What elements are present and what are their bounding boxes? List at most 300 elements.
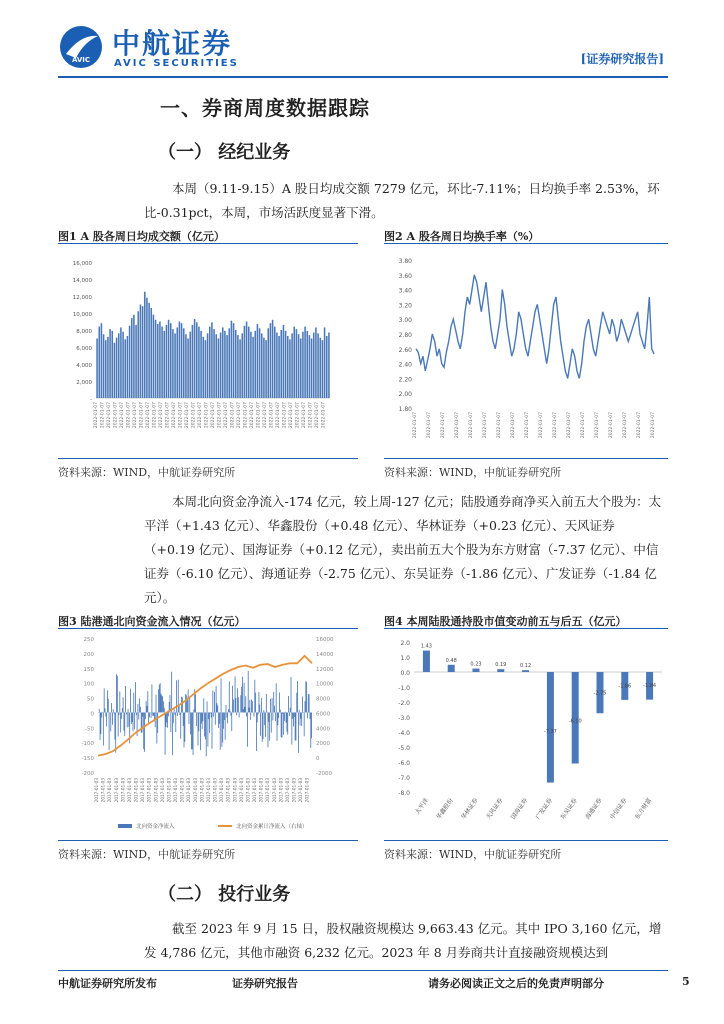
y-tick-label: 12,000: [72, 295, 92, 301]
bar-net-inflow: [161, 694, 162, 713]
bar: [137, 311, 139, 398]
x-tick-label: 2022-01-07: [191, 402, 197, 429]
x-tick-label: 2022-01-07: [159, 402, 165, 429]
bar-net-inflow: [307, 712, 308, 718]
bar-net-inflow: [248, 671, 249, 713]
bar: [311, 339, 313, 399]
bar: [261, 333, 263, 398]
bar-net-inflow: [165, 712, 166, 727]
x-tick-label: 2022-01-07: [609, 412, 614, 439]
bar-net-inflow: [133, 693, 134, 713]
bar-net-inflow: [219, 712, 220, 723]
bar-net-inflow: [136, 712, 137, 715]
x-tick-label: 太平洋: [413, 797, 431, 816]
bar: [118, 333, 120, 398]
bar: [150, 308, 152, 398]
x-tick-label: 2022-01-07: [497, 412, 502, 439]
bar-net-inflow: [280, 710, 281, 713]
bar-net-inflow: [148, 712, 149, 723]
bar-net-inflow: [187, 700, 188, 712]
fig3-chart: [58, 632, 358, 838]
bar-net-inflow: [226, 705, 227, 712]
bar-net-inflow: [184, 712, 185, 741]
bar-net-inflow: [185, 694, 186, 712]
bar-net-inflow: [250, 712, 251, 719]
value-label: -6.10: [568, 718, 582, 725]
y-tick-label: -6.0: [398, 760, 410, 767]
bar: [313, 333, 315, 398]
bar-net-inflow: [241, 687, 242, 713]
bar: [148, 303, 150, 398]
y-tick-label: -5.0: [398, 745, 410, 752]
bar-net-inflow: [186, 695, 187, 712]
x-tick-label: 2017-01-03: [146, 778, 152, 803]
bar-net-inflow: [147, 691, 148, 712]
bar-net-inflow: [284, 712, 285, 720]
bar-net-inflow: [110, 712, 111, 731]
bar-net-inflow: [163, 701, 164, 712]
bar-net-inflow: [261, 698, 262, 712]
bar-net-inflow: [171, 672, 172, 713]
bar-net-inflow: [198, 712, 199, 731]
bar-net-inflow: [221, 679, 222, 713]
bar: [215, 334, 217, 398]
bar-net-inflow: [217, 706, 218, 713]
x-tick-label: 2022-01-07: [185, 402, 191, 429]
x-tick-label: 2017-01-03: [271, 778, 277, 803]
x-tick-label: 2017-01-03: [186, 778, 192, 803]
x-tick-label: 2017-01-03: [252, 778, 258, 803]
bar-net-inflow: [164, 708, 165, 713]
y-tick-label: 2.40: [398, 361, 412, 369]
x-tick-label: 2022-01-07: [263, 402, 269, 429]
bar-net-inflow: [175, 712, 176, 732]
bar-net-inflow: [221, 712, 222, 746]
bar-net-inflow: [161, 695, 162, 712]
logo-en: AVIC SECURITIES: [114, 58, 239, 69]
bar-net-inflow: [138, 712, 139, 719]
bar-net-inflow: [305, 681, 306, 712]
x-tick-label: 2017-01-03: [107, 778, 113, 803]
bar: [280, 330, 282, 398]
x-tick-label: 2022-01-07: [146, 402, 152, 429]
x-tick-label: 2017-01-03: [265, 778, 271, 803]
bar: [140, 305, 142, 399]
bar-net-inflow: [285, 712, 286, 713]
x-tick-label: 2022-01-07: [553, 412, 558, 439]
bar: [293, 327, 295, 398]
bar: [270, 323, 272, 398]
bar-net-inflow: [289, 712, 290, 716]
bar-net-inflow: [121, 712, 122, 718]
value-label: 0.23: [470, 661, 482, 668]
bar-net-inflow: [145, 712, 146, 719]
bar-net-inflow: [302, 697, 303, 713]
bar-net-inflow: [290, 708, 291, 713]
bar: [547, 672, 554, 783]
bar: [224, 331, 226, 398]
y-tick-right: 8000: [316, 696, 330, 703]
y-tick-label: 8,000: [76, 329, 92, 335]
y-tick-right: -2000: [316, 771, 332, 777]
bar-net-inflow: [203, 698, 204, 712]
paragraph-northbound: 本周北向资金净流入-174 亿元，较上周-127 亿元；陆股通券商净买入前五大个股为：太平洋（+1.43 亿元）、华鑫股份（+0.48 亿元）、华林证券（+0.23 亿元）、天风证券（+0.19 亿元）、国海证券（+0.12 亿元），卖出前五大个股为东方财富（-7.37 亿元）、中信证券（-6.10 亿元）、海通证券（-2.75 亿元）、东吴证券（-1.86 亿元）、广发证券（-1.84 亿元）。: [144, 494, 662, 605]
series-line: [416, 275, 654, 379]
y-tick-left: -200: [81, 771, 94, 777]
bar-net-inflow: [287, 712, 288, 734]
bar-net-inflow: [229, 681, 230, 712]
bar: [205, 340, 207, 398]
bar: [522, 670, 529, 672]
x-tick-label: 2017-01-03: [212, 778, 218, 803]
y-tick-label: -3.0: [398, 715, 410, 722]
bar-net-inflow: [175, 712, 176, 715]
value-label: 0.19: [495, 662, 507, 669]
bar-net-inflow: [152, 684, 153, 712]
x-tick-label: 2022-01-07: [243, 402, 249, 429]
bar-net-inflow: [134, 712, 135, 729]
bar: [298, 334, 300, 398]
bar-net-inflow: [208, 712, 209, 719]
bar-net-inflow: [275, 712, 276, 720]
bar: [124, 339, 126, 398]
x-tick-label: 2022-01-07: [308, 402, 314, 429]
bar: [179, 322, 181, 399]
y-tick-right: 6000: [316, 711, 330, 718]
x-tick-label: 2017-01-03: [100, 778, 106, 803]
bar-net-inflow: [269, 712, 270, 740]
bar: [322, 340, 324, 398]
bar-net-inflow: [292, 712, 293, 718]
bar-net-inflow: [255, 693, 256, 713]
bar-net-inflow: [111, 703, 112, 712]
bar-net-inflow: [167, 712, 168, 727]
bar: [129, 326, 131, 398]
bar-net-inflow: [198, 712, 199, 745]
bar-net-inflow: [311, 712, 312, 738]
bar: [135, 325, 137, 398]
x-tick-label: 2022-01-07: [637, 412, 642, 439]
bar-net-inflow: [209, 712, 210, 732]
bar-net-inflow: [243, 709, 244, 712]
bar-net-inflow: [264, 712, 265, 725]
x-tick-label: 2022-01-07: [250, 402, 256, 429]
subsection-ib-title: （二） 投行业务: [158, 884, 291, 905]
bar-net-inflow: [297, 681, 298, 712]
avic-logo-icon: [58, 24, 104, 70]
bar: [263, 338, 265, 398]
bar-net-inflow: [135, 682, 136, 712]
fig4-chart: [384, 632, 668, 838]
bar-net-inflow: [116, 674, 117, 712]
y-tick-label: 16,000: [72, 261, 92, 267]
footer-mid: 证券研究报告: [232, 977, 298, 990]
bar: [114, 343, 116, 398]
bar-net-inflow: [272, 712, 273, 720]
bar-net-inflow: [122, 708, 123, 712]
bar-net-inflow: [300, 712, 301, 725]
bar: [109, 329, 111, 398]
x-tick-label: 华鑫股份: [435, 797, 455, 821]
bar-net-inflow: [199, 712, 200, 713]
bar-net-inflow: [205, 712, 206, 739]
bar: [246, 322, 248, 399]
bar-net-inflow: [214, 692, 215, 713]
bar-net-inflow: [138, 704, 139, 713]
x-tick-label: 2022-01-07: [276, 402, 282, 429]
bar-net-inflow: [100, 712, 101, 740]
bar-net-inflow: [204, 712, 205, 736]
bar-net-inflow: [100, 712, 101, 733]
bar-net-inflow: [263, 710, 264, 712]
bar-net-inflow: [224, 712, 225, 720]
x-tick-label: 中信证券: [608, 797, 629, 821]
x-tick-label: 2022-01-07: [483, 412, 488, 439]
x-tick-label: 2017-01-03: [245, 778, 251, 803]
bar: [209, 327, 211, 398]
bar-net-inflow: [172, 712, 173, 755]
y-tick-right: 10000: [316, 681, 334, 688]
bar-net-inflow: [244, 683, 245, 713]
x-tick-label: 2022-01-07: [302, 402, 308, 429]
bar-net-inflow: [143, 712, 144, 749]
bar: [448, 665, 455, 672]
x-tick-label: 2022-01-07: [224, 402, 230, 429]
bar-net-inflow: [107, 690, 108, 712]
bar-net-inflow: [310, 712, 311, 719]
fig2-title: 图2 A 股各周日均换手率（%）: [384, 230, 540, 243]
bar-net-inflow: [277, 712, 278, 725]
bar: [222, 327, 224, 398]
bar-net-inflow: [192, 712, 193, 749]
bar-net-inflow: [273, 692, 274, 712]
bar-net-inflow: [254, 712, 255, 716]
bar-net-inflow: [310, 712, 311, 748]
bar-net-inflow: [173, 712, 174, 723]
bar-net-inflow: [304, 712, 305, 736]
x-tick-label: 东方财富: [633, 797, 654, 821]
bar-net-inflow: [157, 712, 158, 732]
bar-net-inflow: [126, 712, 127, 714]
bar: [289, 339, 291, 398]
fig1-title: 图1 A 股各周日均成交额（亿元）: [58, 230, 225, 243]
bar: [103, 334, 105, 398]
bar: [200, 331, 202, 398]
bar-net-inflow: [282, 712, 283, 737]
bar-net-inflow: [193, 709, 194, 712]
bar-net-inflow: [239, 712, 240, 717]
x-tick-label: 2022-01-07: [469, 412, 474, 439]
bar-net-inflow: [225, 712, 226, 739]
bar-net-inflow: [203, 712, 204, 721]
x-tick-label: 2017-01-03: [291, 778, 297, 803]
bar: [309, 335, 311, 398]
bar: [155, 320, 157, 398]
bar-net-inflow: [144, 712, 145, 751]
bar: [172, 329, 174, 398]
bar-net-inflow: [281, 712, 282, 737]
x-tick-label: 2017-01-03: [284, 778, 290, 803]
bar-net-inflow: [235, 676, 236, 712]
bar: [101, 323, 103, 398]
bar-net-inflow: [106, 712, 107, 726]
y-tick-label: 6,000: [76, 346, 92, 352]
bar-net-inflow: [277, 712, 278, 740]
x-tick-label: 2022-01-07: [211, 402, 217, 429]
bar-net-inflow: [299, 710, 300, 713]
logo: [58, 22, 258, 72]
bar: [198, 327, 200, 398]
bar-net-inflow: [191, 712, 192, 749]
bar-net-inflow: [99, 709, 100, 712]
y-tick-left: -100: [81, 741, 94, 748]
bar: [146, 298, 148, 398]
legend-label-cumulative: 北向资金累计净流入（右轴）: [236, 824, 308, 830]
y-tick-label: 10,000: [72, 312, 92, 318]
x-tick-label: 2017-01-03: [159, 778, 165, 803]
bar: [324, 327, 326, 398]
bar-net-inflow: [267, 712, 268, 713]
bar-net-inflow: [242, 677, 243, 713]
bar: [250, 332, 252, 398]
x-tick-label: 2022-01-07: [133, 402, 139, 429]
bar-net-inflow: [200, 712, 201, 750]
bar-net-inflow: [213, 712, 214, 716]
bar-net-inflow: [142, 712, 143, 716]
x-tick-label: 2022-01-07: [525, 412, 530, 439]
bar-net-inflow: [231, 712, 232, 731]
bar-net-inflow: [226, 712, 227, 717]
y-tick-label: 3.80: [398, 258, 412, 265]
bar: [423, 651, 430, 672]
bar-net-inflow: [162, 696, 163, 712]
x-tick-label: 2022-01-07: [269, 402, 275, 429]
bar: [196, 322, 198, 398]
bar: [166, 325, 168, 398]
bar-net-inflow: [210, 712, 211, 713]
y-tick-label: 3.60: [398, 272, 412, 280]
y-tick-label: 2.80: [398, 332, 412, 339]
bar-net-inflow: [120, 712, 121, 732]
x-tick-label: 2017-01-03: [225, 778, 231, 803]
x-tick-label: 2022-01-07: [581, 412, 586, 439]
bar: [96, 339, 98, 399]
x-tick-label: 2022-01-07: [165, 402, 171, 429]
fig1-rule: [58, 243, 358, 244]
x-tick-label: 2022-01-07: [94, 402, 100, 429]
bar-net-inflow: [151, 712, 152, 717]
bar-net-inflow: [207, 712, 208, 746]
bar-net-inflow: [228, 709, 229, 712]
x-tick-label: 2022-01-07: [230, 402, 236, 429]
fig3-title: 图3 陆港通北向资金流入情况（亿元）: [58, 615, 246, 628]
x-tick-label: 2017-01-03: [238, 778, 244, 803]
y-tick-label: 2.60: [398, 346, 412, 354]
bar-net-inflow: [170, 712, 171, 732]
bar-net-inflow: [217, 703, 218, 712]
bar-net-inflow: [258, 712, 259, 714]
bar-net-inflow: [247, 712, 248, 746]
x-tick-label: 天风证券: [484, 797, 505, 821]
bar: [283, 325, 285, 398]
bar: [265, 340, 267, 398]
bar-net-inflow: [103, 712, 104, 745]
y-tick-label: 3.40: [398, 287, 412, 295]
y-tick-right: 2000: [316, 741, 330, 748]
x-tick-label: 2017-01-03: [278, 778, 284, 803]
y-tick-right: 4000: [316, 726, 330, 733]
bar-net-inflow: [291, 712, 292, 744]
bar-net-inflow: [291, 677, 292, 712]
bar-net-inflow: [179, 712, 180, 715]
legend-label-net: 北向资金净流入: [136, 824, 175, 830]
bar-net-inflow: [271, 712, 272, 732]
bar-net-inflow: [300, 712, 301, 718]
x-tick-label: 2017-01-03: [205, 778, 211, 803]
bar-net-inflow: [215, 712, 216, 724]
x-tick-label: 2017-01-03: [304, 778, 310, 803]
bar-net-inflow: [119, 712, 120, 715]
bar: [170, 323, 172, 398]
x-tick-label: 2022-01-07: [152, 402, 158, 429]
bar-net-inflow: [259, 692, 260, 712]
fig3-source: 资料来源：WIND，中航证券研究所: [58, 848, 236, 861]
bar: [278, 336, 280, 398]
bar-net-inflow: [236, 712, 237, 715]
x-tick-label: 2017-01-03: [133, 778, 139, 803]
bar-net-inflow: [146, 701, 147, 712]
bar-net-inflow: [147, 706, 148, 713]
bar: [202, 337, 204, 398]
bar-net-inflow: [240, 695, 241, 712]
x-tick-label: 2022-01-07: [315, 402, 321, 429]
x-tick-label: 2017-01-03: [113, 778, 119, 803]
y-tick-right: 16000: [316, 637, 334, 643]
bar-net-inflow: [152, 712, 153, 715]
fig2-source: 资料来源：WIND，中航证券研究所: [384, 466, 562, 479]
x-tick-label: 2017-01-03: [199, 778, 205, 803]
bar-net-inflow: [268, 712, 269, 721]
subsection-brokerage-title: （一） 经纪业务: [158, 142, 291, 163]
bar-net-inflow: [115, 712, 116, 752]
bar-net-inflow: [265, 712, 266, 736]
bar: [267, 328, 269, 398]
bar-net-inflow: [294, 712, 295, 716]
bar: [259, 328, 261, 398]
bar-net-inflow: [222, 712, 223, 742]
bar-net-inflow: [274, 706, 275, 713]
bar-net-inflow: [158, 689, 159, 712]
bar-net-inflow: [196, 712, 197, 726]
bar-net-inflow: [117, 676, 118, 713]
bar: [189, 332, 191, 398]
bar-net-inflow: [105, 708, 106, 712]
bar-net-inflow: [266, 694, 267, 712]
bar: [185, 334, 187, 398]
bar-net-inflow: [298, 712, 299, 752]
bar-net-inflow: [237, 688, 238, 712]
bar: [319, 338, 321, 398]
bar-net-inflow: [216, 686, 217, 712]
bar-net-inflow: [178, 680, 179, 713]
bar: [239, 339, 241, 398]
bar-net-inflow: [293, 712, 294, 726]
x-tick-label: 2022-01-07: [139, 402, 145, 429]
bar: [122, 332, 124, 398]
value-label: -7.37: [543, 728, 557, 735]
x-tick-label: 广发证券: [534, 797, 555, 821]
bar-net-inflow: [166, 712, 167, 722]
